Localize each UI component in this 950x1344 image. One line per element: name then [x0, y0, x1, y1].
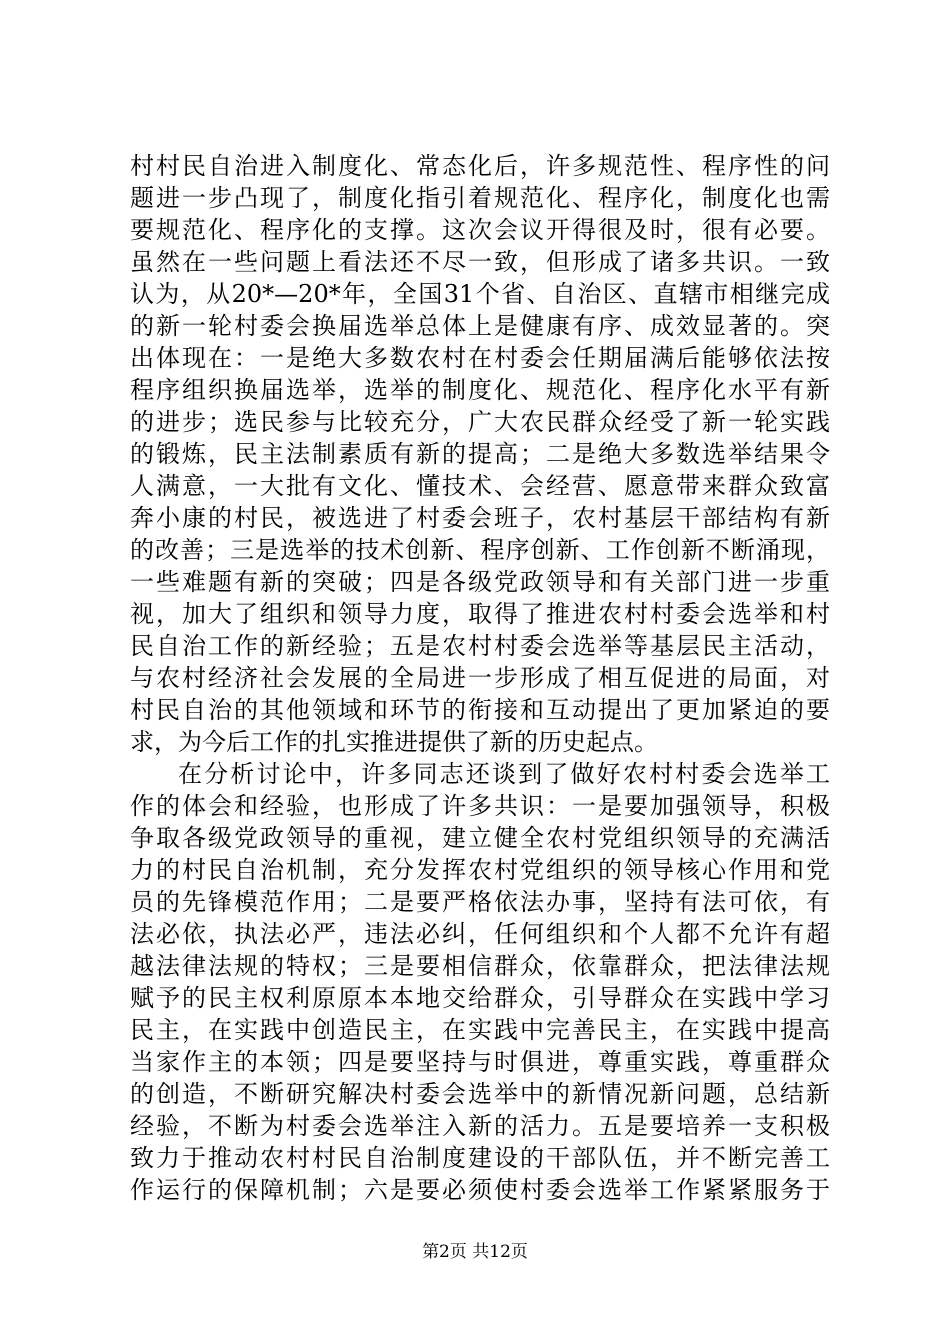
text-line: 越法律法规的特权；三是要相信群众，依靠群众，把法律法规 [130, 952, 830, 980]
text-line: 要规范化、程序化的支撑。这次会议开得很及时，很有必要。 [130, 216, 830, 244]
text-line: 虽然在一些问题上看法还不尽一致，但形成了诸多共识。一致 [130, 248, 830, 276]
text-line: 在分析讨论中，许多同志还谈到了做好农村村委会选举工 [178, 760, 830, 788]
text-line: 题进一步凸现了，制度化指引着规范化、程序化，制度化也需 [130, 184, 830, 212]
document-body [130, 150, 830, 1206]
paragraph-1 [130, 150, 830, 758]
text-line: 程序组织换届选举，选举的制度化、规范化、程序化水平有新 [130, 376, 830, 404]
text-line: 赋予的民主权利原原本本地交给群众，引导群众在实践中学习 [130, 984, 830, 1012]
paragraph-2 [130, 758, 830, 1206]
text-line: 奔小康的村民，被选进了村委会班子，农村基层干部结构有新 [130, 504, 830, 532]
text-line: 作运行的保障机制；六是要必须使村委会选举工作紧紧服务于 [130, 1176, 830, 1204]
text-line: 作的体会和经验，也形成了许多共识：一是要加强领导，积极 [130, 792, 830, 820]
text-line: 认为，从20*—20*年，全国31个省、自治区、直辖市相继完成 [130, 280, 830, 308]
text-line: 求，为今后工作的扎实推进提供了新的历史起点。 [130, 728, 658, 756]
text-line: 法必依，执法必严，违法必纠，任何组织和个人都不允许有超 [130, 920, 830, 948]
text-line: 当家作主的本领；四是要坚持与时俱进，尊重实践，尊重群众 [130, 1048, 830, 1076]
text-line: 争取各级党政领导的重视，建立健全农村党组织领导的充满活 [130, 824, 830, 852]
text-line: 的进步；选民参与比较充分，广大农民群众经受了新一轮实践 [130, 408, 830, 436]
text-line: 视，加大了组织和领导力度，取得了推进农村村委会选举和村 [130, 600, 830, 628]
page-footer [0, 1240, 950, 1264]
text-line: 的锻炼，民主法制素质有新的提高；二是绝大多数选举结果令 [130, 440, 830, 468]
text-line: 力的村民自治机制，充分发挥农村党组织的领导核心作用和党 [130, 856, 830, 884]
text-line: 经验，不断为村委会选举注入新的活力。五是要培养一支积极 [130, 1112, 830, 1140]
text-line: 民主，在实践中创造民主，在实践中完善民主，在实践中提高 [130, 1016, 830, 1044]
page-number: 第2页 共12页 [422, 1242, 528, 1262]
text-line: 的创造，不断研究解决村委会选举中的新情况新问题，总结新 [130, 1080, 830, 1108]
text-line: 人满意，一大批有文化、懂技术、会经营、愿意带来群众致富 [130, 472, 830, 500]
text-line: 与农村经济社会发展的全局进一步形成了相互促进的局面，对 [130, 664, 830, 692]
text-line: 的改善；三是选举的技术创新、程序创新、工作创新不断涌现， [130, 536, 830, 564]
text-line: 出体现在：一是绝大多数农村在村委会任期届满后能够依法按 [130, 344, 830, 372]
text-line: 村村民自治进入制度化、常态化后，许多规范性、程序性的问 [130, 152, 830, 180]
text-line: 一些难题有新的突破；四是各级党政领导和有关部门进一步重 [130, 568, 830, 596]
text-line: 致力于推动农村村民自治制度建设的干部队伍，并不断完善工 [130, 1144, 830, 1172]
text-line: 民自治工作的新经验；五是农村村委会选举等基层民主活动， [130, 632, 830, 660]
text-line: 的新一轮村委会换届选举总体上是健康有序、成效显著的。突 [130, 312, 830, 340]
text-line: 村民自治的其他领域和环节的衔接和互动提出了更加紧迫的要 [130, 696, 830, 724]
text-line: 员的先锋模范作用；二是要严格依法办事，坚持有法可依，有 [130, 888, 830, 916]
